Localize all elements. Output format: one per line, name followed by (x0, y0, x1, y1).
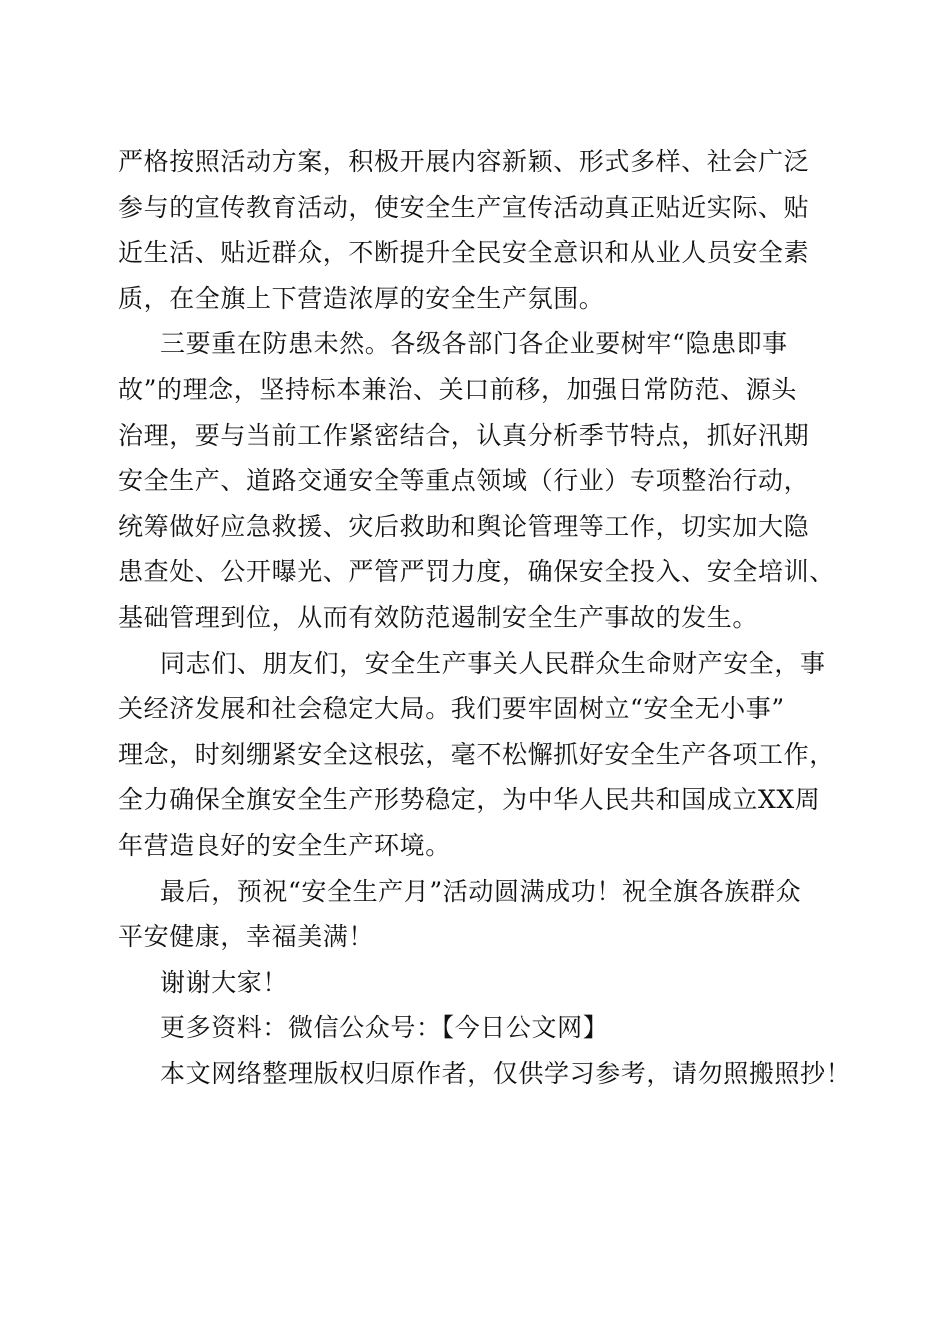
text-line: 三要重在防患未然。各级各部门各企业要树牢“隐患即事 (160, 329, 788, 359)
paragraph-more-info (118, 1005, 848, 1051)
text-line: 平安健康，幸福美满！ (118, 922, 375, 952)
text-line: 参与的宣传教育活动，使安全生产宣传活动真正贴近实际、贴 (118, 192, 810, 222)
text-line: 质，在全旗上下营造浓厚的安全生产氛围。 (118, 283, 605, 313)
paragraph-continuation (118, 139, 848, 321)
text-line: 关经济发展和社会稳定大局。我们要牢固树立“安全无小事” (118, 694, 785, 724)
paragraph-thanks (118, 960, 848, 1006)
text-line: 理念，时刻绷紧安全这根弦，毫不松懈抓好安全生产各项工作， (118, 739, 835, 769)
text-line: 近生活、贴近群众，不断提升全民安全意识和从业人员安全素 (118, 238, 810, 268)
text-line: 同志们、朋友们，安全生产事关人民群众生命财产安全，事 (160, 648, 826, 678)
text-line: 统筹做好应急救援、灾后救助和舆论管理等工作，切实加大隐 (118, 511, 810, 541)
document-body (118, 139, 852, 1096)
paragraph-prevention (118, 321, 848, 640)
text-line: 基础管理到位，从而有效防范遏制安全生产事故的发生。 (118, 602, 759, 632)
text-line: 患查处、公开曝光、严管严罚力度，确保安全投入、安全培训、 (118, 557, 835, 587)
text-line: 全力确保全旗安全生产形势稳定，为中华人民共和国成立XX周 (118, 785, 821, 815)
paragraph-address (118, 641, 848, 869)
text-line: 年营造良好的安全生产环境。 (118, 830, 451, 860)
text-line: 严格按照活动方案，积极开展内容新颖、形式多样、社会广泛 (118, 147, 810, 176)
text-line: 治理，要与当前工作紧密结合，认真分析季节特点，抓好汛期 (118, 420, 810, 450)
text-line: 安全生产、道路交通安全等重点领域（行业）专项整治行动， (118, 466, 810, 496)
text-line: 故”的理念，坚持标本兼治、关口前移，加强日常防范、源头 (118, 374, 797, 404)
text-line: 更多资料：微信公众号：【今日公文网】 (160, 1013, 609, 1043)
paragraph-copyright-notice (118, 1051, 852, 1097)
paragraph-closing-wish (118, 869, 848, 960)
text-line: 最后，预祝“安全生产月”活动圆满成功！祝全旗各族群众 (160, 876, 802, 906)
text-line: 本文网络整理版权归原作者，仅供学习参考，请勿照搬照抄！ (160, 1058, 852, 1088)
text-line: 谢谢大家！ (160, 967, 289, 997)
